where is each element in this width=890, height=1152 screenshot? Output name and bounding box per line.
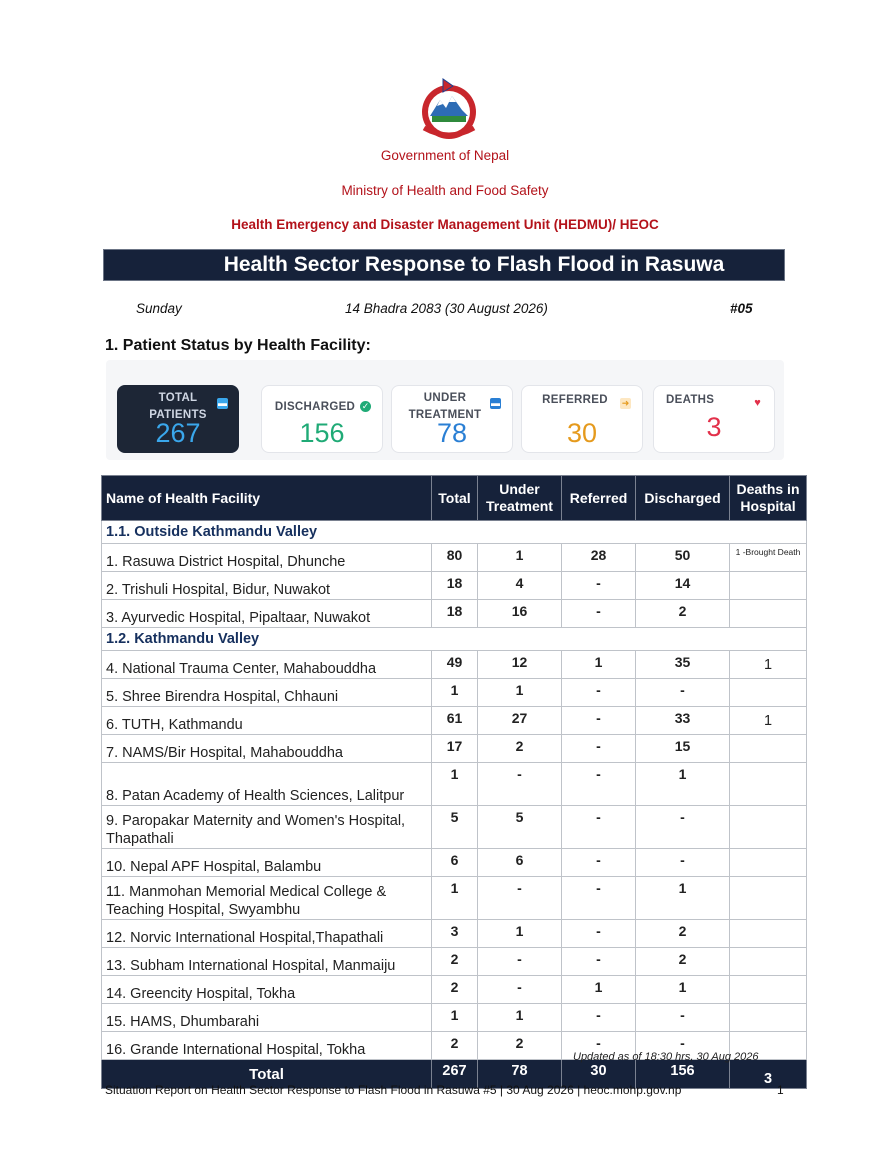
discharged-cell: 33 [636, 707, 730, 735]
facility-name: 12. Norvic International Hospital,Thapathali [102, 920, 432, 948]
deaths-cell [730, 806, 807, 849]
referred-cell: - [562, 1004, 636, 1032]
card-label: UNDER [423, 392, 467, 404]
under-treatment-cell: 2 [478, 735, 562, 763]
facility-name: 9. Paropakar Maternity and Women's Hospital, Thapathali [102, 806, 432, 849]
total-cell: 2 [432, 976, 478, 1004]
facility-name: 6. TUTH, Kathmandu [102, 707, 432, 735]
table-header-row [102, 476, 807, 521]
column-header: Total [432, 476, 478, 521]
table-group-row [102, 521, 807, 544]
exit-arrow-icon: ➜ [621, 398, 630, 408]
card-value: 78 [436, 418, 468, 448]
table-row [102, 806, 807, 849]
discharged-cell: 1 [636, 877, 730, 920]
under-treatment-cell: 6 [478, 849, 562, 877]
under-treatment-cell: - [478, 763, 562, 806]
table-group-row [102, 628, 807, 651]
table-row [102, 920, 807, 948]
patient-status-table [101, 475, 807, 1089]
total-cell: 30 [562, 1060, 636, 1089]
referred-cell: 1 [562, 976, 636, 1004]
under-treatment-cell: 1 [478, 544, 562, 572]
card-label: DEATHS [666, 394, 715, 406]
card-label: TREATMENT [408, 409, 482, 421]
heart-icon: ♥ [754, 397, 761, 409]
table-row [102, 948, 807, 976]
deaths-cell [730, 877, 807, 920]
table-row [102, 707, 807, 735]
referred-cell: - [562, 763, 636, 806]
deaths-cell [730, 600, 807, 628]
referred-cell: - [562, 877, 636, 920]
column-header: Referred [562, 476, 636, 521]
card-value: 30 [566, 418, 598, 448]
card-value: 156 [299, 418, 345, 448]
updated-note: Updated as of 18:30 hrs, 30 Aug 2026 [573, 1051, 759, 1063]
report-title-banner: Health Sector Response to Flash Flood in Rasuwa [103, 249, 785, 281]
referred-cell: - [562, 948, 636, 976]
unit-name: Health Emergency and Disaster Management Unit (HEDMU)/ HEOC [231, 217, 659, 232]
total-cell: 61 [432, 707, 478, 735]
under-treatment-cell: 1 [478, 920, 562, 948]
facility-name: 7. NAMS/Bir Hospital, Mahabouddha [102, 735, 432, 763]
under-treatment-cell: 4 [478, 572, 562, 600]
card-label: REFERRED [542, 394, 608, 406]
deaths-cell [730, 849, 807, 877]
column-header: Deaths in Hospital [730, 476, 807, 521]
under-treatment-cell: - [478, 877, 562, 920]
ministry-name: Ministry of Health and Food Safety [341, 183, 549, 198]
total-cell: 5 [432, 806, 478, 849]
total-cell: 6 [432, 849, 478, 877]
card-label: PATIENTS [149, 409, 207, 421]
table-row [102, 1004, 807, 1032]
total-cell: 78 [478, 1060, 562, 1089]
discharged-cell: 15 [636, 735, 730, 763]
facility-name: 16. Grande International Hospital, Tokha [102, 1032, 432, 1060]
table-row [102, 679, 807, 707]
deaths-cell [730, 920, 807, 948]
discharged-cell: - [636, 1004, 730, 1032]
facility-name: 14. Greencity Hospital, Tokha [102, 976, 432, 1004]
discharged-cell: 50 [636, 544, 730, 572]
total-cell: 1 [432, 763, 478, 806]
column-header: Name of Health Facility [102, 476, 432, 521]
referred-cell: - [562, 707, 636, 735]
report-date: 14 Bhadra 2083 (30 August 2026) [345, 301, 548, 316]
table-row [102, 735, 807, 763]
section-title: 1. Patient Status by Health Facility: [105, 337, 371, 354]
report-number: #05 [730, 301, 753, 316]
table-row [102, 600, 807, 628]
referred-cell: - [562, 679, 636, 707]
government-name: Government of Nepal [380, 148, 510, 163]
table-row [102, 572, 807, 600]
referred-cell: - [562, 920, 636, 948]
table-row [102, 651, 807, 679]
table-row [102, 877, 807, 920]
under-treatment-cell: 27 [478, 707, 562, 735]
discharged-cell: - [636, 849, 730, 877]
under-treatment-cell: - [478, 948, 562, 976]
referred-cell: - [562, 600, 636, 628]
table-row [102, 849, 807, 877]
deaths-cell [730, 735, 807, 763]
discharged-cell: 2 [636, 920, 730, 948]
deaths-cell: 1 [730, 651, 807, 679]
total-cell: 18 [432, 572, 478, 600]
check-circle-icon: ✓ [361, 401, 370, 411]
total-cell: 1 [432, 1004, 478, 1032]
facility-name: 2. Trishuli Hospital, Bidur, Nuwakot [102, 572, 432, 600]
facility-name: 8. Patan Academy of Health Sciences, Lalitpur [102, 763, 432, 806]
total-cell: 3 [730, 1060, 807, 1089]
deaths-cell [730, 572, 807, 600]
referred-cell: - [562, 735, 636, 763]
table-row [102, 544, 807, 572]
total-cell: 2 [432, 948, 478, 976]
total-label: Total [102, 1060, 432, 1089]
facility-name: 3. Ayurvedic Hospital, Pipaltaar, Nuwakot [102, 600, 432, 628]
table-row [102, 763, 807, 806]
card-label: DISCHARGED [274, 401, 356, 413]
under-treatment-cell: 2 [478, 1032, 562, 1060]
total-cell: 3 [432, 920, 478, 948]
facility-name: 10. Nepal APF Hospital, Balambu [102, 849, 432, 877]
column-header: Discharged [636, 476, 730, 521]
card-label: TOTAL [158, 392, 198, 404]
referred-card [521, 385, 643, 453]
facility-name: 13. Subham International Hospital, Manmaiju [102, 948, 432, 976]
referred-cell: 1 [562, 651, 636, 679]
under-treatment-cell: - [478, 976, 562, 1004]
total-cell: 1 [432, 679, 478, 707]
total-cell: 267 [432, 1060, 478, 1089]
total-cell: 2 [432, 1032, 478, 1060]
total-cell: 17 [432, 735, 478, 763]
under-treatment-card [391, 385, 513, 453]
total-cell: 49 [432, 651, 478, 679]
group-title: 1.2. Kathmandu Valley [102, 628, 807, 651]
discharged-cell: - [636, 679, 730, 707]
total-cell: 18 [432, 600, 478, 628]
column-header: Under Treatment [478, 476, 562, 521]
bed-icon: ▬ [218, 398, 227, 408]
discharged-cell: 2 [636, 600, 730, 628]
facility-name: 4. National Trauma Center, Mahabouddha [102, 651, 432, 679]
referred-cell: - [562, 1032, 636, 1060]
footer-text: Situation Report on Health Sector Response to Flash Flood in Rasuwa #5 | 30 Aug 2026 | heoc.mohp.gov.np [105, 1083, 682, 1097]
card-value: 3 [706, 412, 722, 442]
total-cell: 80 [432, 544, 478, 572]
facility-name: 11. Manmohan Memorial Medical College & Teaching Hospital, Swyambhu [102, 877, 432, 920]
deaths-cell [730, 763, 807, 806]
discharged-cell: - [636, 806, 730, 849]
deaths-cell: 1 [730, 707, 807, 735]
deaths-cell [730, 679, 807, 707]
under-treatment-cell: 1 [478, 1004, 562, 1032]
under-treatment-cell: 5 [478, 806, 562, 849]
table-row [102, 976, 807, 1004]
discharged-cell: 1 [636, 976, 730, 1004]
discharged-cell: 1 [636, 763, 730, 806]
discharged-cell: 14 [636, 572, 730, 600]
summary-cards [106, 360, 784, 460]
under-treatment-cell: 16 [478, 600, 562, 628]
total-patients-card [117, 385, 239, 453]
referred-cell: - [562, 806, 636, 849]
discharged-cell: - [636, 1032, 730, 1060]
total-cell: 1 [432, 877, 478, 920]
discharged-cell: 35 [636, 651, 730, 679]
facility-name: 1. Rasuwa District Hospital, Dhunche [102, 544, 432, 572]
under-treatment-cell: 1 [478, 679, 562, 707]
referred-cell: - [562, 572, 636, 600]
page-number: 1 [777, 1083, 784, 1097]
bed-icon: ▬ [491, 398, 500, 408]
deaths-cell [730, 948, 807, 976]
deaths-cell: 1 -Brought Death [730, 544, 807, 572]
nepal-emblem-icon [412, 76, 486, 140]
group-title: 1.1. Outside Kathmandu Valley [102, 521, 807, 544]
referred-cell: 28 [562, 544, 636, 572]
referred-cell: - [562, 849, 636, 877]
card-value: 267 [155, 418, 201, 448]
facility-name: 15. HAMS, Dhumbarahi [102, 1004, 432, 1032]
deaths-card [653, 385, 775, 453]
facility-name: 5. Shree Birendra Hospital, Chhauni [102, 679, 432, 707]
discharged-cell: 2 [636, 948, 730, 976]
under-treatment-cell: 12 [478, 651, 562, 679]
deaths-cell [730, 1004, 807, 1032]
deaths-cell [730, 976, 807, 1004]
report-day: Sunday [136, 301, 182, 316]
discharged-card [261, 385, 383, 453]
total-cell: 156 [636, 1060, 730, 1089]
